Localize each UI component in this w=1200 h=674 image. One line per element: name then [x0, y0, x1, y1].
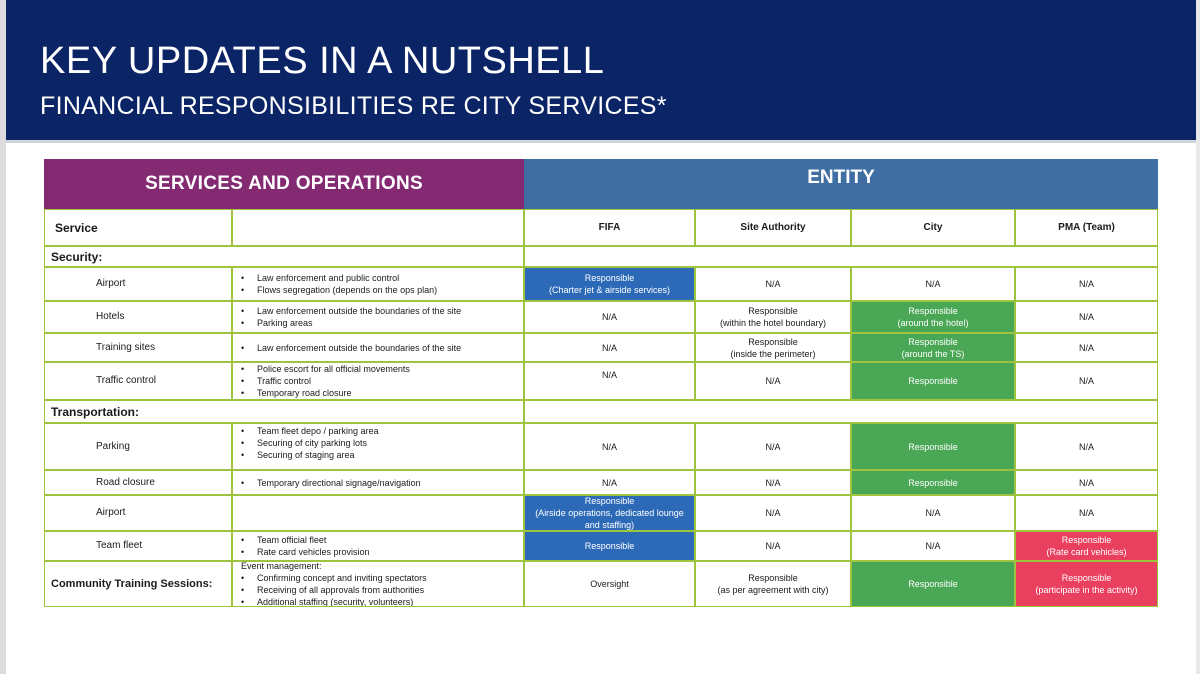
row-service: Airport	[44, 495, 232, 531]
cell-site-authority: Responsible (within the hotel boundary)	[695, 301, 851, 333]
row-service: Parking	[44, 423, 232, 470]
column-header-fifa: FIFA	[524, 209, 695, 246]
cell-pma: N/A	[1015, 470, 1158, 495]
row-description	[232, 531, 524, 561]
section-transportation: Transportation:	[44, 400, 524, 423]
row-description	[232, 301, 524, 333]
description-bullet: • Law enforcement and public control	[241, 272, 437, 284]
slide	[6, 0, 1196, 674]
cell-fifa: Responsible	[524, 531, 695, 561]
description-bullet: • Securing of city parking lots	[241, 437, 379, 449]
group-header-services: SERVICES AND OPERATIONS	[44, 159, 524, 209]
description-bullet: • Securing of staging area	[241, 449, 379, 461]
description-bullet: • Team fleet depo / parking area	[241, 425, 379, 437]
description-bullet: • Additional staffing (security, volunteers)	[241, 596, 427, 607]
description-bullet: • Law enforcement outside the boundaries of the site	[241, 342, 461, 354]
row-description	[232, 470, 524, 495]
cell-fifa: Responsible (Charter jet & airside services)	[524, 267, 695, 301]
column-header-city: City	[851, 209, 1015, 246]
cell-fifa: N/A	[524, 470, 695, 495]
cell-site-authority: N/A	[695, 362, 851, 400]
cell-city: N/A	[851, 267, 1015, 301]
cell-fifa: Oversight	[524, 561, 695, 607]
cell-fifa: Responsible (Airside operations, dedicated lounge and staffing)	[524, 495, 695, 531]
row-description	[232, 561, 524, 607]
row-service: Hotels	[44, 301, 232, 333]
row-description	[232, 267, 524, 301]
cell-city: N/A	[851, 495, 1015, 531]
column-header-service: Service	[44, 209, 232, 246]
section-security: Security:	[44, 246, 524, 267]
description-lead: Event management:	[241, 561, 322, 571]
cell-site-authority: N/A	[695, 531, 851, 561]
cell-site-authority: N/A	[695, 267, 851, 301]
cell-pma: N/A	[1015, 362, 1158, 400]
description-bullet: • Traffic control	[241, 375, 410, 387]
column-header-site-authority: Site Authority	[695, 209, 851, 246]
cell-site-authority: N/A	[695, 423, 851, 470]
cell-city: Responsible	[851, 423, 1015, 470]
banner-divider	[6, 140, 1196, 143]
section-security-filler	[524, 246, 1158, 267]
cell-city: Responsible (around the TS)	[851, 333, 1015, 362]
cell-pma: Responsible (Rate card vehicles)	[1015, 531, 1158, 561]
description-bullet: • Flows segregation (depends on the ops plan)	[241, 284, 437, 296]
slide-subtitle: FINANCIAL RESPONSIBILITIES RE CITY SERVICES*	[40, 92, 667, 120]
row-service: Airport	[44, 267, 232, 301]
section-transportation-filler	[524, 400, 1158, 423]
description-bullet: • Law enforcement outside the boundaries of the site	[241, 305, 461, 317]
cell-pma: N/A	[1015, 495, 1158, 531]
cell-site-authority: N/A	[695, 470, 851, 495]
cell-site-authority: N/A	[695, 495, 851, 531]
row-service: Community Training Sessions:	[44, 561, 232, 607]
cell-pma: N/A	[1015, 267, 1158, 301]
row-description	[232, 495, 524, 531]
description-bullet: • Confirming concept and inviting spectators	[241, 572, 427, 584]
description-bullet: • Police escort for all official movements	[241, 363, 410, 375]
cell-pma: N/A	[1015, 301, 1158, 333]
cell-city: Responsible	[851, 470, 1015, 495]
description-bullet: • Team official fleet	[241, 534, 370, 546]
group-header-entity: ENTITY	[524, 159, 1158, 209]
row-description	[232, 333, 524, 362]
description-bullet: • Temporary road closure	[241, 387, 410, 399]
slide-title: KEY UPDATES IN A NUTSHELL	[40, 40, 605, 82]
cell-city: N/A	[851, 531, 1015, 561]
column-header-pma: PMA (Team)	[1015, 209, 1158, 246]
row-service: Team fleet	[44, 531, 232, 561]
row-service: Training sites	[44, 333, 232, 362]
description-bullet: • Temporary directional signage/navigation	[241, 477, 421, 489]
cell-pma: Responsible (participate in the activity)	[1015, 561, 1158, 607]
cell-pma: N/A	[1015, 423, 1158, 470]
cell-pma: N/A	[1015, 333, 1158, 362]
cell-fifa: N/A	[524, 362, 695, 400]
cell-site-authority: Responsible (inside the perimeter)	[695, 333, 851, 362]
title-banner	[6, 0, 1196, 140]
description-bullet: • Rate card vehicles provision	[241, 546, 370, 558]
row-description	[232, 423, 524, 470]
row-service: Road closure	[44, 470, 232, 495]
row-description	[232, 362, 524, 400]
description-bullet: • Parking areas	[241, 317, 461, 329]
row-service: Traffic control	[44, 362, 232, 400]
cell-fifa: N/A	[524, 301, 695, 333]
cell-fifa: N/A	[524, 333, 695, 362]
column-header-description	[232, 209, 524, 246]
cell-city: Responsible (around the hotel)	[851, 301, 1015, 333]
cell-city: Responsible	[851, 561, 1015, 607]
description-bullet: • Receiving of all approvals from authorities	[241, 584, 427, 596]
cell-fifa: N/A	[524, 423, 695, 470]
cell-city: Responsible	[851, 362, 1015, 400]
cell-site-authority: Responsible (as per agreement with city)	[695, 561, 851, 607]
